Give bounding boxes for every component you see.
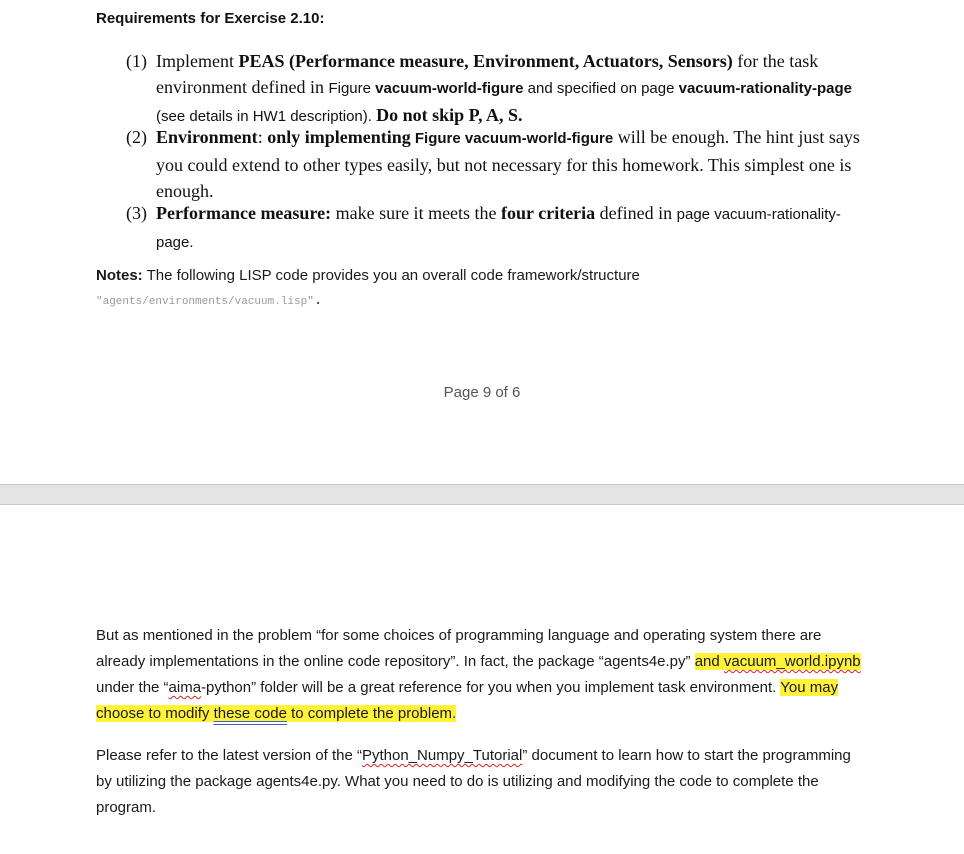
req-sans-bold: Figure vacuum-world-figure [410, 130, 614, 147]
req-bold: PEAS (Performance measure, Environment, Actuators, Sensors) [238, 51, 733, 71]
paragraph-repository [96, 623, 866, 727]
requirement-number: (1) [126, 51, 147, 71]
page-number: Page 9 of 6 [443, 384, 521, 401]
lisp-period: . [313, 293, 323, 309]
para-text: under the “ [96, 679, 169, 696]
requirement-3 [126, 200, 866, 256]
req-text: for the task environment defined in [156, 51, 819, 97]
notes-line [96, 266, 640, 286]
req-text: : [257, 127, 268, 147]
req-sans-bold: vacuum-rationality-page [678, 80, 852, 97]
lisp-path-text: "agents/environments/vacuum.lisp" [96, 296, 314, 308]
req-text: will be enough. The hint just says you could extend to other types easily, but not necessary for this homework. This simplest one is enough. [156, 127, 860, 201]
req-bold: only implementing [267, 127, 411, 147]
highlighted-text: and [694, 653, 724, 670]
req-bold: Environment [156, 127, 258, 147]
requirement-2 [126, 124, 866, 204]
notes-label: Notes: [96, 267, 143, 284]
page-break-separator [0, 484, 964, 505]
requirement-number: (3) [126, 203, 147, 223]
req-sans: Figure [328, 80, 376, 97]
notes-text: The following LISP code provides you an overall code framework/structure [142, 267, 640, 284]
paragraph-tutorial [96, 743, 866, 821]
grammar-flagged-text[interactable]: these code [213, 705, 287, 722]
req-sans: and specified on page [523, 80, 679, 97]
requirement-number: (2) [126, 127, 147, 147]
exercise-heading: Requirements for Exercise 2.10: [96, 10, 325, 27]
para-text: Please refer to the latest version of the “ [96, 747, 362, 764]
para-text: -python” folder will be a great reference for you when you implement task environment. [201, 679, 781, 696]
req-sans: (see details in HW1 description). [156, 108, 377, 125]
spellcheck-flagged-text[interactable]: Python_Numpy_Tutorial [361, 747, 523, 764]
para-text: ” document to learn how to start the programming by utilizing the package agents4e.py. What you need to do is utilizing and modifying the code to complete the program. [96, 747, 851, 816]
highlighted-text: to complete the problem. [286, 705, 457, 722]
req-sans-bold: vacuum-world-figure [375, 80, 524, 97]
req-text: make sure it meets the [331, 203, 502, 223]
req-bold: Performance measure: [156, 203, 332, 223]
document-page-10 [0, 505, 964, 854]
req-text: Implement [156, 51, 239, 71]
req-bold: Do not skip P, A, S. [376, 105, 523, 125]
para-text: But as mentioned in the problem “for some choices of programming language and operating system there are already implementations in the online code repository”. In fact, the package “agents4e.py” [96, 627, 822, 670]
req-bold: four criteria [501, 203, 596, 223]
req-sans: page vacuum-rationality-page. [156, 206, 841, 251]
lisp-code-path [96, 293, 322, 309]
spellcheck-flagged-text[interactable]: aima [168, 679, 202, 696]
requirement-1 [126, 48, 866, 130]
highlighted-text: You may choose to modify [96, 679, 839, 722]
req-text: defined in [595, 203, 677, 223]
spellcheck-flagged-text[interactable]: vacuum_world.ipynb [723, 653, 861, 670]
